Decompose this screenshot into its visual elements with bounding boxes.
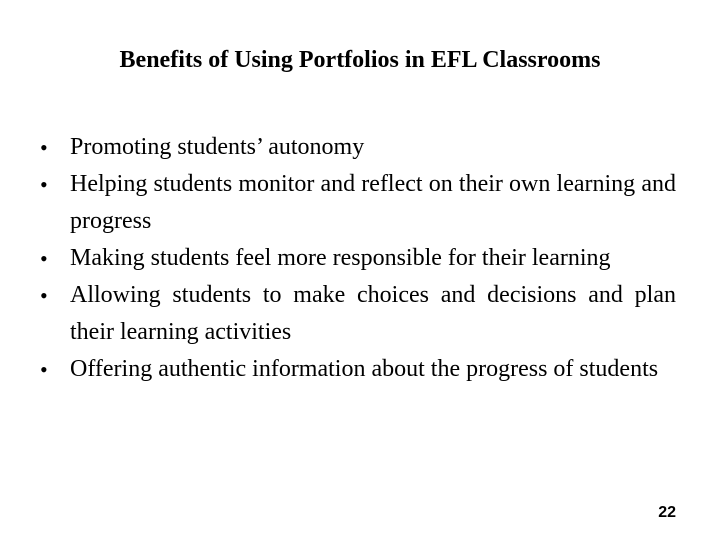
bullet-text: Promoting students’ autonomy xyxy=(70,134,365,160)
bullet-item xyxy=(40,351,676,388)
bullet-item xyxy=(40,240,676,277)
bullet-icon: • xyxy=(40,135,48,160)
bullet-text: Helping students monitor and reflect on their own learning and progress xyxy=(70,171,676,234)
bullet-icon: • xyxy=(40,283,48,308)
bullet-item xyxy=(40,277,676,351)
bullet-icon: • xyxy=(40,357,48,382)
bullet-item xyxy=(40,129,676,166)
page-number: 22 xyxy=(658,504,676,521)
bullet-text: Offering authentic information about the progress of students xyxy=(70,356,659,382)
bullet-icon: • xyxy=(40,172,48,197)
slide-title: Benefits of Using Portfolios in EFL Classrooms xyxy=(119,47,601,73)
bullet-text: Making students feel more responsible for their learning xyxy=(70,245,611,271)
bullet-list xyxy=(40,129,676,388)
bullet-item xyxy=(40,166,676,240)
bullet-text: Allowing students to make choices and decisions and plan their learning activities xyxy=(70,282,676,345)
bullet-icon: • xyxy=(40,246,48,271)
